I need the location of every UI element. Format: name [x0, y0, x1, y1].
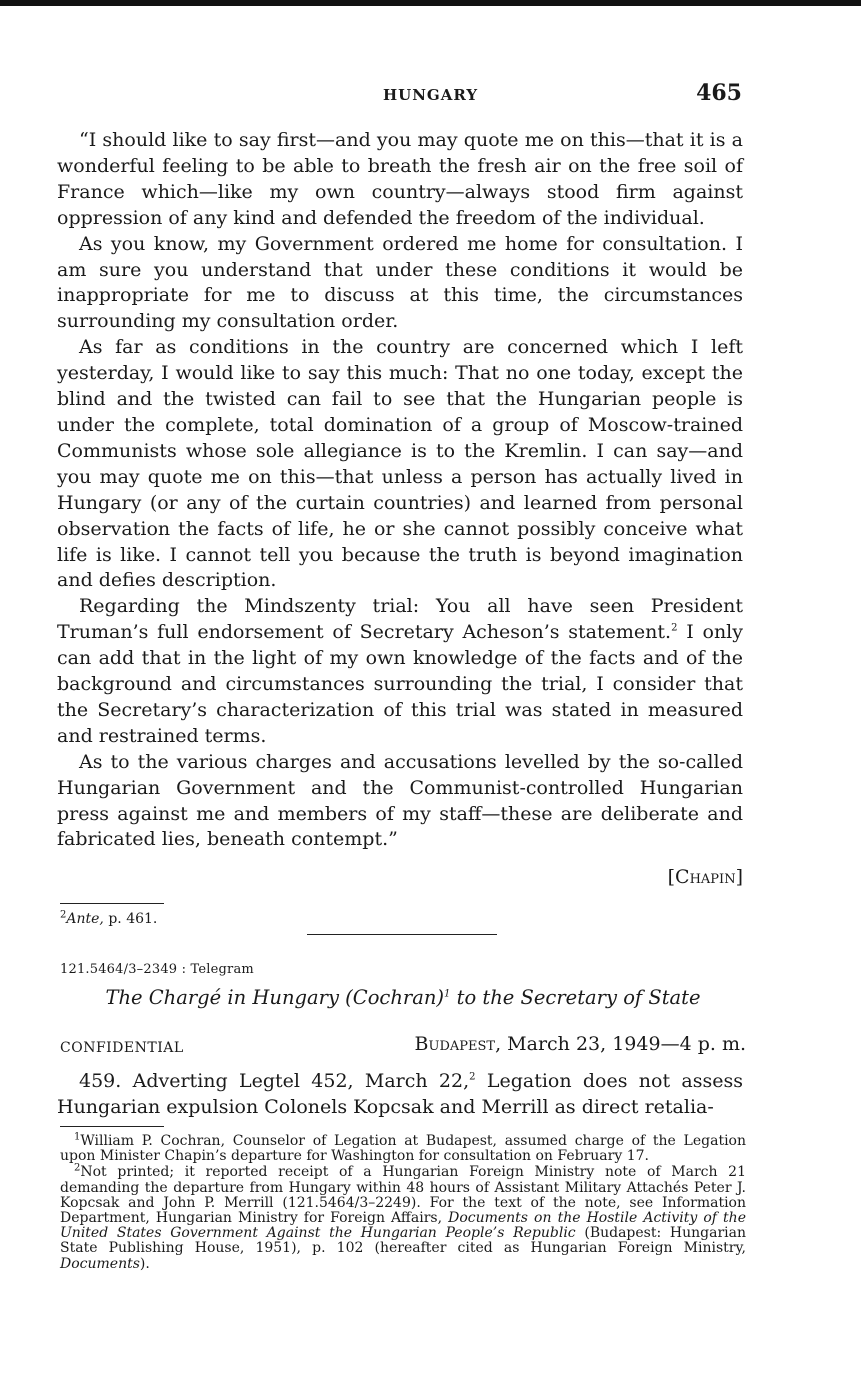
- footnote-mark: 2: [60, 909, 67, 921]
- footnote-ante: $^2$Ante, p. 461.: [60, 909, 158, 927]
- running-head: HUNGARY: [382, 86, 479, 104]
- paragraph-2: As you know, my Government ordered me home for consultation. I am sure you understand that under these conditions it would be inappropriate for me to discuss at this time, the circumstances surrounding my consultation order.: [57, 232, 743, 333]
- footnotes: [60, 1131, 747, 1273]
- document-title: The Chargé in Hungary (Cochran)$^1$ to the Secretary of State: [105, 986, 701, 1009]
- telegram-text: [57, 1068, 743, 1120]
- footnote-ref: 2: [671, 622, 678, 634]
- paragraph-1: “I should like to say first—and you may quote me on this—that it is a wonderful feeling to be able to breath the fresh air on the free soil of France which—like my own country—always stood firm against oppression of any kind and defended the freedom of the individual.: [57, 129, 743, 229]
- paragraph-text: Regarding the Mindszenty trial: You all have seen President Truman’s full endorsement of Secretary Acheson’s statement.: [57, 595, 743, 644]
- main-text: [57, 128, 743, 853]
- footnote-rule: [60, 1126, 164, 1127]
- classification: CONFIDENTIAL: [60, 1040, 184, 1056]
- paragraph-3: As far as conditions in the country are concerned which I left yesterday, I would like to say this much: That no one today, except the blind and the twisted can fail to see that the Hungarian people is under the complete, total domination of a group of Moscow-trained Communists whose sole allegiance is to the Kremlin. I can say—and you may quote me on this—that unless a person has actually lived in Hungary (or any of the curtain countries) and learned from personal observation the facts of life, he or she cannot possibly conceive what life is like. I cannot tell you because the truth is beyond imagination and defies description.: [57, 336, 743, 592]
- paragraph-text: I only can add that in the light of my own knowledge of the facts and of the background and circumstances surrounding the trial, I consider that the Secretary’s characterization of this trial was stated in measured and restrained terms.: [57, 621, 743, 747]
- telegram-paragraph: 459. Adverting Legtel 452, March 22,$^2$ Legation does not assess Hungarian expulsion Colonels Kopcsak and Merrill as direct retalia-: [57, 1070, 743, 1118]
- page-number: 465: [696, 80, 742, 106]
- footnote-rule: [60, 903, 164, 904]
- footnote-ref: 1: [444, 988, 451, 1000]
- footnote-2: $^2$Not printed; it reported receipt of a Hungarian Foreign Ministry note of March 21 demanding the departure from Hungary within 48 hours of Assistant Military Attachés Peter J. Kopcsak and John P. Merrill (121.5464/3–2249). For the text of the note, see Information Department, Hungarian Ministry for Foreign Affairs, Documents on the Hostile Activity of the United States Government Against the Hungarian People’s Republic (Budapest: Hungarian State Publishing House, 1951), p. 102 (hereafter cited as Hungarian Foreign Ministry, Documents).: [60, 1162, 747, 1272]
- signature-name: Chapin: [675, 866, 736, 888]
- top-border-rule: [0, 0, 861, 6]
- paragraph-5: As to the various charges and accusations levelled by the so-called Hungarian Government and the Communist-controlled Hungarian press against me and members of my staff—these are deliberate and fabricated lies, beneath contempt.”: [57, 750, 743, 851]
- signature: [Chapin]: [667, 866, 743, 888]
- footnote-ref: 2: [469, 1071, 476, 1083]
- dateline-place: Budapest,: [414, 1033, 502, 1055]
- document-file-reference: 121.5464/3–2349 : Telegram: [60, 962, 254, 977]
- dateline: Budapest, March 23, 1949—4 p. m.: [414, 1033, 746, 1055]
- footnote-1: $^1$William P. Cochran, Counselor of Legation at Budapest, assumed charge of the Legation upon Minister Chapin’s departure for Washington for consultation on February 17.: [60, 1131, 746, 1165]
- paragraph-mindszenty: [57, 594, 743, 749]
- section-separator: [307, 934, 497, 935]
